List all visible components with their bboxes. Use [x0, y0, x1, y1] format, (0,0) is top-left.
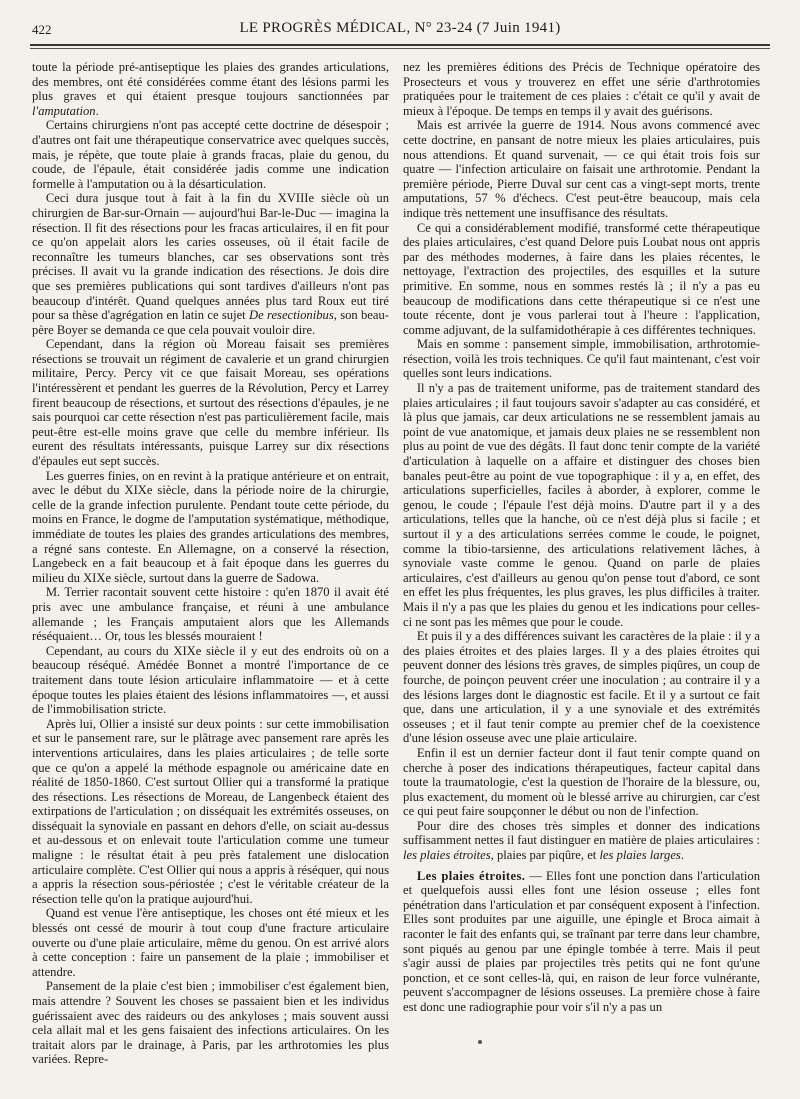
paragraph: [32, 585, 389, 643]
text-run: Ceci dura jusque tout à fait à la fin du XVIIIe siècle où un chirurgien de Bar-sur-Ornain — aujourd'hui Bar-le-Duc — imagina la résection. Il fit des résections pour les fracas articulaires, il en fit pour ce qu'on appelait alors les caries osseuses, où il était facile de reconnaître les tumeurs blanches, car ses observations sont très précises. Il avait vu la grande indication des résections. Je dois dire que ses premières publications qui sont tardives d'ailleurs n'ont pas beaucoup d'intérêt. Quand quelques années plus tard Roux eut tiré pour sa thèse d'agrégation en latin ce sujet: [32, 191, 389, 323]
text-run: Quand est venue l'ère antiseptique, les choses ont été mieux et les blessés ont cessé de mourir à tout coup d'une fracture articulaire ouverte ou d'une plaie articulaire, même du genou. On est arrivé alors à cette conception : faire un pansement de la plaie ; immobiliser et attendre.: [32, 906, 389, 979]
text-run: M. Terrier racontait souvent cette histoire : qu'en 1870 il avait été pris avec une ambulance française, et réuni à une ambulance allemande ; les Français amputaient alors que les Allemands réséquaient… Or, tous les blessés mouraient !: [32, 585, 389, 644]
section-paragraph: [403, 869, 760, 1015]
paragraph: [403, 60, 760, 118]
section-title: Les plaies étroites.: [416, 868, 526, 883]
text-run: nez les premières éditions des Précis de Technique opératoire des Prosecteurs et vous y trouverez en effet une série d'arthrotomies pratiquées pour le traitement de ces plaies : c'était ce qu'il y avait de mieux à l'époque. De temps en temps il y avait des guérisons.: [403, 60, 760, 118]
text-run: Après lui, Ollier a insisté sur deux points : sur cette immobilisation et sur le pansement rare, sur le plâtrage avec pansement rare après les interventions articulaires, dans les plaies articulaires ; de telle sorte que ce qu'on a appelé la méthode espagnole ou américaine date en réalité de 1850-1860. C'est surtout Ollier qui a transformé la pratique des résections. Les résections de Moreau, de Langenbeck étaient des extirpations de l'articulation ; on disséquait les extrémités osseuses, on disséquait la synoviale en passant en dehors d'elle, on sciait au-dessus et au-dessous et on enlevait toute l'articulation comme une tumeur maligne : le résultat était à peu près fatalement une dislocation articulaire complète. C'est Ollier qui nous a appris à réséquer, qui nous a appris la résection sous-périostée ; c'est le véritable créateur de la résection telle qu'on la pratique aujourd'hui.: [32, 716, 389, 906]
text-run: Mais en somme : pansement simple, immobilisation, arthrotomie-résection, voilà les trois techniques. Ce qu'il faut maintenant, c'est voir quelles sont leurs indications.: [403, 337, 760, 381]
text-run: Et puis il y a des différences suivant les caractères de la plaie : il y a des plaies étroites et des plaies larges. Il y a des plaies étroites qui peuvent donner des lésions très graves, de simples piqûres, un coup de fourche, de poinçon peuvent créer une inoculation ; au contraire il y a des lésions larges dont le diagnostic est facile. Et il y a surtout ce fait que, dans une articulation, il y a une synoviale et des extrémités osseuses ; et il faut tenir compte au premier chef de la coexistence d'une lésion osseuse avec une plaie articulaire.: [403, 629, 760, 746]
text-run: Mais est arrivée la guerre de 1914. Nous avons commencé avec cette doctrine, en pansant de notre mieux les plaies articulaires, puis nous attendions. Et quand survenait, — ce qui était trois fois sur quatre — l'infection articulaire on faisait une arthrotomie. Pendant la première période, Pierre Duval sur cent cas a vingt-sept morts, trente amputations, 57 % d'échecs. C'est peut-être beaucoup, mais cela indique très nettement une insuffisance des résultats.: [403, 118, 760, 220]
paragraph: [32, 191, 389, 337]
paragraph: [32, 644, 389, 717]
paragraph: [32, 469, 389, 586]
text-run: toute la période pré-antiseptique les plaies des grandes articulations, des membres, ont été considérées comme étant des lésions parmi les plus graves et qui étaient presque toujours sanctionnées par: [32, 60, 389, 104]
header-rule: [30, 44, 770, 46]
paragraph: [403, 337, 760, 381]
text-run: Pour dire des choses très simples et donner des indications suffisamment nettes il faut distinguer en matière de plaies articulaires :: [403, 818, 760, 848]
text-run: — Elles font une ponction dans l'articulation et quelquefois aussi elles font une lésion osseuse ; elles font pénétration dans l'articulation et par conséquent exposent à l'infection. Elles sont produites par une aiguille, une épingle et Broca aimait à raconter le fait des enfants qui, se traînant par terre dans leur chambre, sont piqués au genou par une épingle tombée à terre. Mais il peut s'agir aussi de plaies par projectiles très petits qui ne font qu'une ponction, et ce sont celles-là, qui, en raison de leur force vulnérante, peuvent s'accompagner de lésions osseuses. La première chose à faire est donc une radiographie pour voir s'il n'y a pas un: [403, 868, 760, 1014]
paragraph: [403, 746, 760, 819]
italic-text: les plaies larges: [599, 848, 681, 863]
italic-text: De resectionibus: [249, 308, 334, 323]
running-head: LE PROGRÈS MÉDICAL, N° 23-24 (7 Juin 1941): [239, 20, 561, 36]
text-run: , son beau-père Boyer se demanda ce que cela pouvait vouloir dire.: [32, 308, 389, 337]
paragraph: [403, 118, 760, 220]
paragraph: [32, 118, 389, 191]
text-run: .: [680, 848, 684, 863]
paragraph: [403, 221, 760, 338]
page-header: [30, 20, 770, 46]
right-column: [403, 60, 760, 1015]
paragraph: [32, 717, 389, 907]
paragraph: [403, 381, 760, 629]
italic-text: les plaies étroites,: [403, 848, 494, 863]
paragraph: [32, 337, 389, 468]
italic-text: l'amputation: [32, 103, 96, 118]
text-run: .: [95, 103, 99, 118]
text-run: Les guerres finies, on en revint à la pratique antérieure et on entrait, avec le début du XIXe siècle, dans la période noire de la chirurgie, celle de la grande infection purulente. Pendant toute cette période, du moins en France, le dogme de l'amputation systématique, méthodique, immédiate de toutes les plaies des grandes articulations des membres, a régné sans conteste. En Allemagne, on a conservé la résection, Langebeck en a fait beaucoup et à fait époque dans les guerres du milieu du XIXe siècle, surtout dans la guerre de Sadowa.: [32, 468, 389, 585]
text-run: Pansement de la plaie c'est bien ; immobiliser c'est également bien, mais attendre ? Souvent les choses se passaient bien et les individus guérissaient avec des raideurs ou des ankyloses ; mais souvent aussi cela allait mal et les gens faisaient des infections articulaires. On les traitait alors par le drainage, à Paris, par les arthrotomies les plus variées. Repre-: [32, 979, 389, 1067]
header-rule-thin: [30, 48, 770, 49]
text-run: Cependant, dans la région où Moreau faisait ses premières résections se trouvait un régiment de cavalerie et un grand chirurgien militaire, Percy. Percy vit ce que faisait Moreau, ses opérations l'intéressèrent et pendant les guerres de la Révolution, Percy et Larrey firent beaucoup de résections, et surtout des résections d'épaules, je ne sais pourquoi car cette résection n'est pas particulièrement facile, mais peut-être est-elle moins grave que celle du membre inférieur. Ils eurent des résultats intéressants, puisque Larrey sur dix résections d'épaules eut sept succès.: [32, 337, 389, 469]
text-run: Enfin il est un dernier facteur dont il faut tenir compte quand on cherche à poser des indications thérapeutiques, facteur capital dans toute la traumatologie, c'est la question de l'horaire de la blessure, ou, plus exactement, du moment où le blessé arrive au chirurgien, car c'est ce qui peut faire soupçonner le début ou non de l'infection.: [403, 745, 760, 819]
paragraph: [403, 819, 760, 863]
print-mark: [478, 1040, 482, 1044]
page-number: 422: [32, 22, 52, 37]
paragraph: [403, 629, 760, 746]
left-column: [32, 60, 389, 1067]
text-run: Ce qui a considérablement modifié, transformé cette thérapeutique des plaies articulaires, c'est quand Delore puis Loubat nous ont appris par des méthodes modernes, à faire dans les plaies récentes, le nettoyage, l'extraction des projectiles, des esquilles et la suture primitive. En somme, nous en sommes restés là ; il n'y a pas eu beaucoup de modifications dans cette thérapeutique si ce n'est une toute récente, dont je vous parlerai tout à l'heure : l'application, comme adjuvant, de la sulfamidothérapie à ces différentes techniques.: [403, 220, 760, 337]
text-run: Il n'y a pas de traitement uniforme, pas de traitement standard des plaies articulaires ; il faut toujours savoir s'adapter au cas considéré, et là plus que jamais, car deux articulations ne se ressemblent jamais au point de vue anatomique, et jamais deux plaies ne se ressemblent non plus au point de vue des dégâts. Il faut donc tenir compte de la variété d'articulation à laquelle on a affaire et distinguer des choses bien banales peut-être au point de vue topographique : il y a, en effet, des articulations superficielles, faciles à aborder, à explorer, comme le genou, le coude ; l'épaule l'est déjà moins. D'autre part il y a des articulations, telles que la hanche, où ce n'est déjà plus si facile ; et surtout il y a des articulations serrées comme le coude, le poignet, comme la tibio-tarsienne, des articulations relativement lâches, à synoviale vaste comme le genou. Quand on parle de plaies articulaires, c'est d'ailleurs au genou qu'on pense tout d'abord, ce sont en effet les plus fréquentes, les plus graves, les plus difficiles à traiter. Mais il n'y a pas que les plaies du genou et les indications pour celles-ci ne sont pas les mêmes que pour le coude.: [403, 381, 760, 629]
text-run: plaies par piqûre, et: [493, 848, 600, 863]
paragraph: [32, 906, 389, 979]
text-run: Certains chirurgiens n'ont pas accepté cette doctrine de désespoir ; d'autres ont fait une thérapeutique conservatrice avec quelques succès, mais, je répète, que toute plaie à grands fracas, plaie du genou, du coude, de l'épaule, était considérée jadis comme une indication formelle à l'amputation ou à la désarticulation.: [32, 118, 389, 191]
text-run: Cependant, au cours du XIXe siècle il y eut des endroits où on a beaucoup réséqué. Amédée Bonnet a montré l'importance de ce traitement dans toute lésion articulaire inflammatoire — et à cette époque toutes les plaies étaient des lésions inflammatoires —, et aussi de l'immobilisation stricte.: [32, 643, 389, 717]
paragraph: [32, 60, 389, 118]
paragraph: [32, 979, 389, 1067]
